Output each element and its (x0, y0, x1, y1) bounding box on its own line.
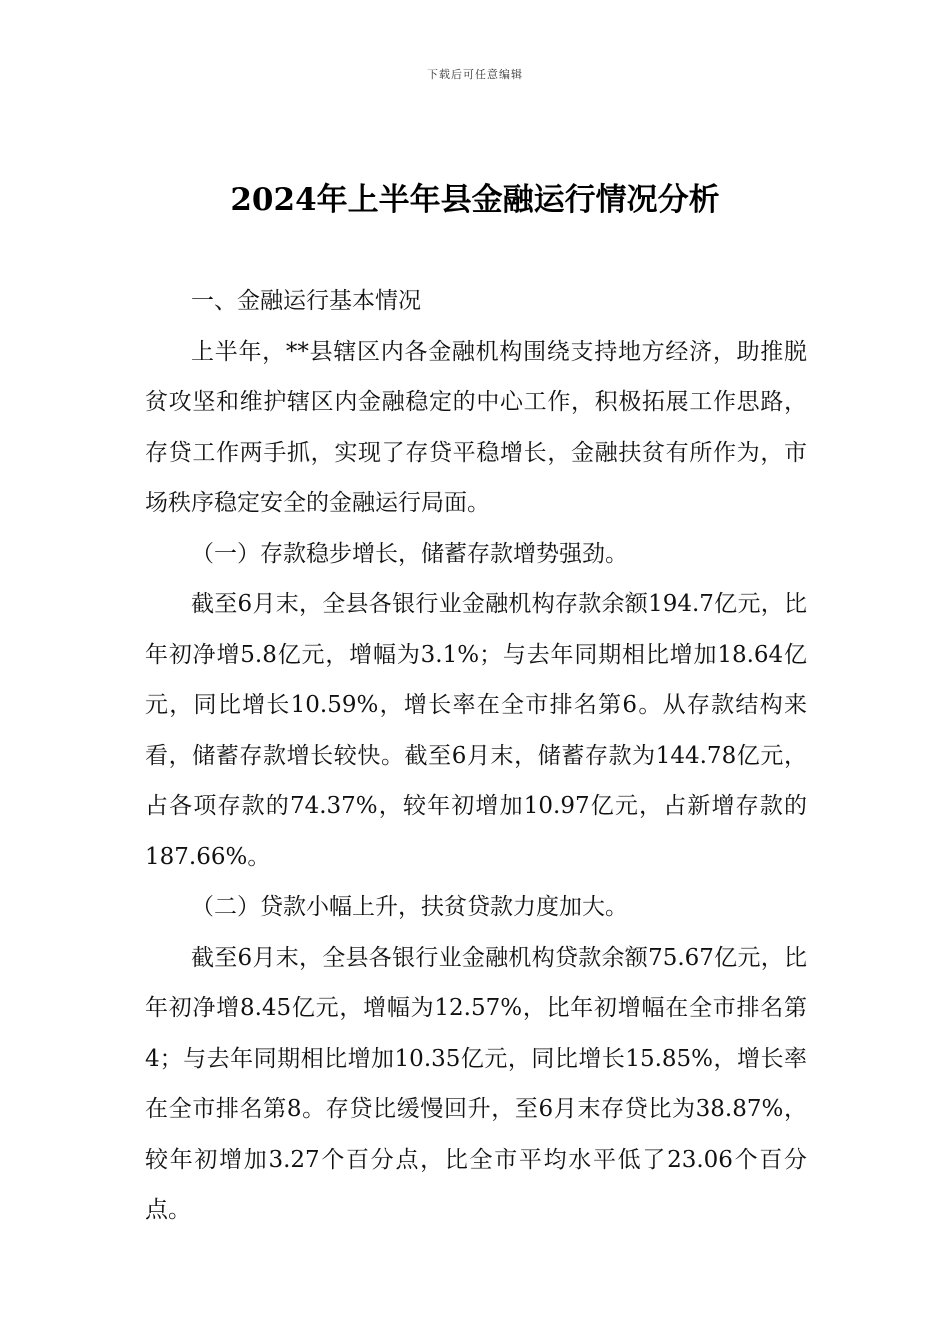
subsection-heading: （二）贷款小幅上升，扶贫贷款力度加大。 (191, 894, 628, 920)
page-header-note: 下载后可任意编辑 (427, 68, 523, 81)
subsection-heading: （一）存款稳步增长，储蓄存款增势强劲。 (191, 540, 628, 567)
section-heading: 一、金融运行基本情况 (191, 288, 421, 314)
body-paragraph: 截至6月末，全县各银行业金融机构贷款余额75.67亿元，比年初净增8.45亿元，增幅为12.57%，比年初增幅在全市排名第4；与去年同期相比增加10.35亿元，同比增长15.85%，增长率在全市排名第8。存贷比缓慢回升，至6月末存贷比为38.87%，较年初增加3.27个百分点，比全市平均水平低了23.06个百分点。 (145, 944, 807, 1223)
body-paragraph: 上半年，**县辖区内各金融机构围绕支持地方经济，助推脱贫攻坚和维护辖区内金融稳定的中心工作，积极拓展工作思路，存贷工作两手抓，实现了存贷平稳增长，金融扶贫有所作为，市场秩序稳定安全的金融运行局面。 (145, 338, 807, 516)
body-paragraph: 截至6月末，全县各银行业金融机构存款余额194.7亿元，比年初净增5.8亿元，增幅为3.1%；与去年同期相比增加18.64亿元，同比增长10.59%，增长率在全市排名第6。从存款结构来看，储蓄存款增长较快。截至6月末，储蓄存款为144.78亿元，占各项存款的74.37%，较年初增加10.97亿元，占新增存款的187.66%。 (145, 591, 807, 870)
document-title: 2024年上半年县金融运行情况分析 (230, 182, 720, 218)
document-body (145, 276, 807, 1236)
